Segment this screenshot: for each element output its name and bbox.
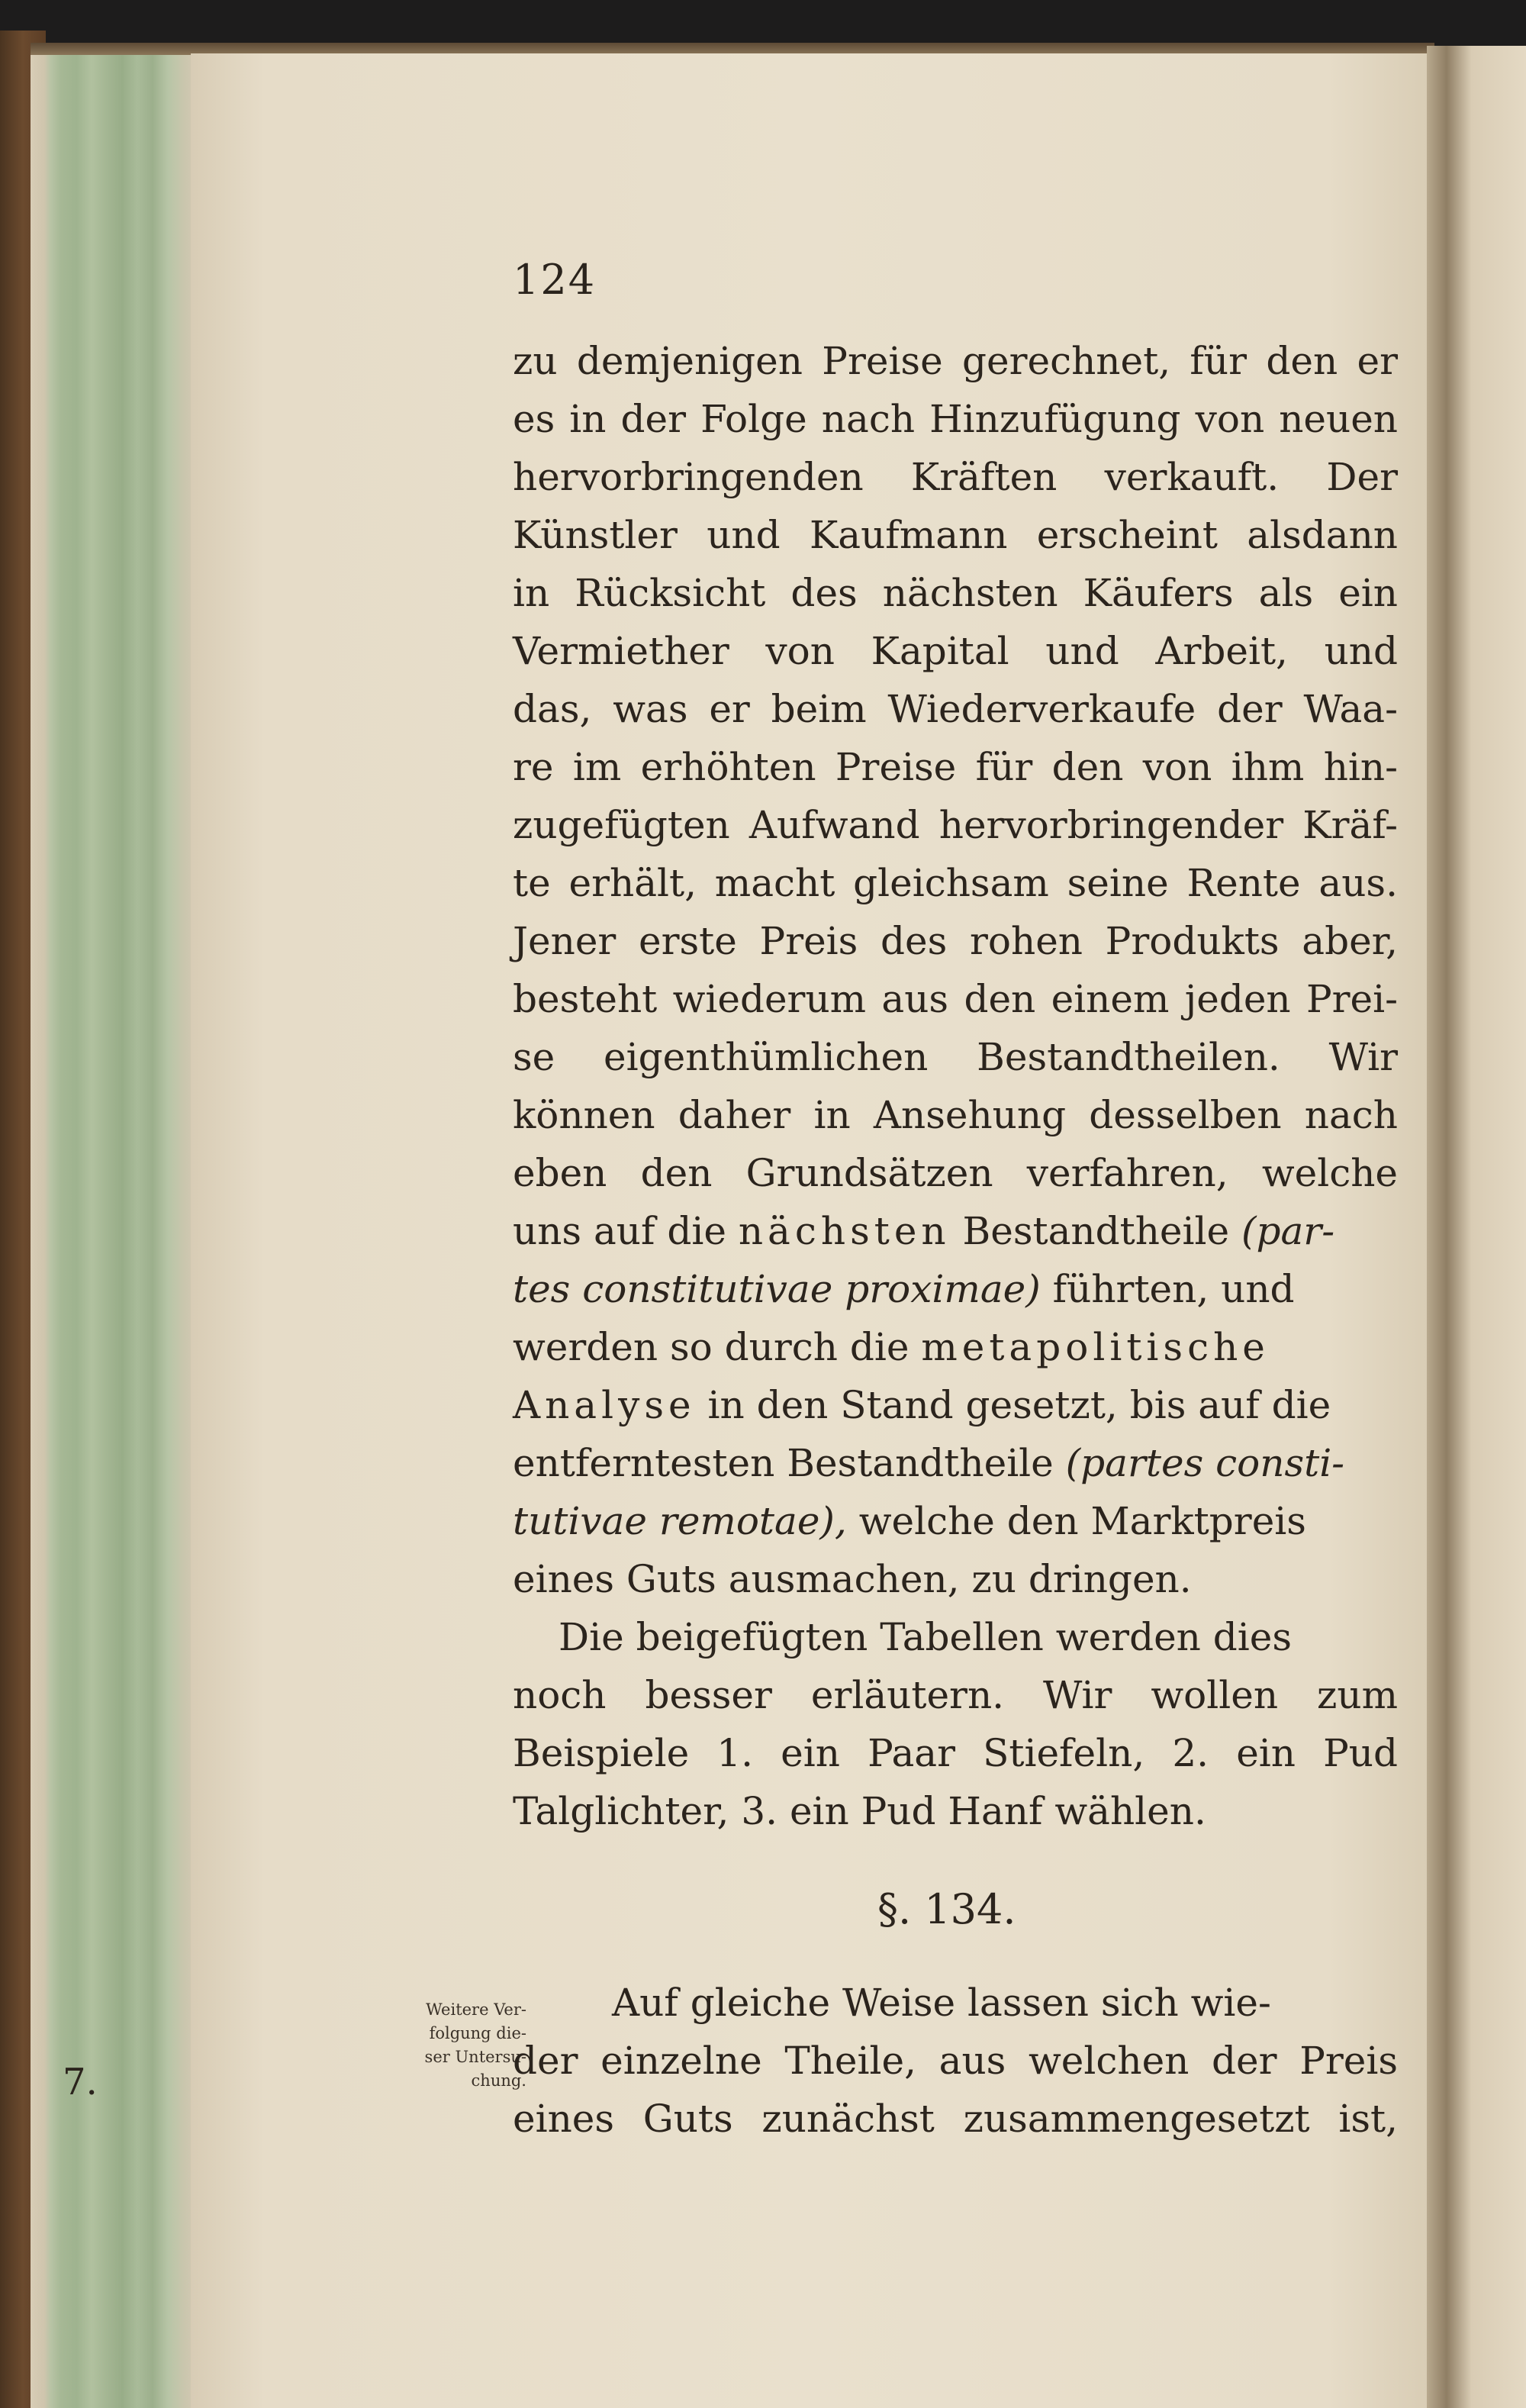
text-line: Talglichter, 3. ein Pud Hanf wählen. xyxy=(513,1789,1206,1833)
section-heading: §. 134. xyxy=(877,1885,1016,1933)
text-line: re im erhöhten Preise für den von ihm hin- xyxy=(513,745,1398,789)
text-line: der einzelne Theile, aus welchen der Preis xyxy=(513,2039,1398,2083)
text-line xyxy=(513,1202,1398,1260)
emphasis-spaced: metapolitische xyxy=(921,1325,1270,1369)
main-paragraph xyxy=(513,332,1398,1840)
text-line: eines Guts ausmachen, zu dringen. xyxy=(513,1557,1192,1601)
text-line: es in der Folge nach Hinzufügung von neuen xyxy=(513,397,1398,441)
text-segment: führten, und xyxy=(1040,1267,1295,1311)
text-line: Künstler und Kaufmann erscheint alsdann xyxy=(513,513,1398,557)
text-line: eben den Grundsätzen verfahren, welche xyxy=(513,1151,1398,1195)
text-line: se eigenthümlichen Bestandtheilen. Wir xyxy=(513,1035,1398,1079)
latin-term: (partes consti- xyxy=(1065,1441,1345,1485)
latin-term: tes constitutivae proximae) xyxy=(513,1267,1041,1311)
text-segment: entferntesten Bestandtheile xyxy=(513,1441,1066,1485)
text-segment: welche den Marktpreis xyxy=(846,1499,1306,1543)
text-segment: in den Stand gesetzt, bis auf die xyxy=(695,1383,1331,1427)
margin-note-line: chung. xyxy=(471,2071,526,2090)
text-line: können daher in Ansehung desselben nach xyxy=(513,1093,1398,1137)
text-line xyxy=(513,1492,1398,1550)
latin-term: tutivae remotae), xyxy=(513,1499,847,1543)
text-line xyxy=(513,1376,1398,1434)
page-edges xyxy=(31,46,195,2408)
text-line: Die beigefügten Tabellen werden dies xyxy=(559,1615,1293,1659)
margin-note-line: ser Untersu- xyxy=(424,2048,526,2066)
text-line: Beispiele 1. ein Paar Stiefeln, 2. ein Pud xyxy=(513,1731,1398,1775)
text-line: Vermiether von Kapital und Arbeit, und xyxy=(513,629,1398,673)
page-number: 124 xyxy=(513,256,597,304)
section-paragraph xyxy=(513,1973,1398,2147)
text-segment: uns auf die xyxy=(513,1209,739,1253)
text-line xyxy=(513,1260,1398,1318)
text-line: hervorbringenden Kräften verkauft. Der xyxy=(513,455,1398,499)
text-line xyxy=(513,1434,1398,1492)
latin-term: (par- xyxy=(1241,1209,1335,1253)
margin-note xyxy=(374,1998,526,2093)
text-line: Jener erste Preis des rohen Produkts aber, xyxy=(513,919,1398,963)
text-line: in Rücksicht des nächsten Käufers als ein xyxy=(513,571,1398,615)
scan-background xyxy=(0,0,1526,46)
margin-note-line: Weitere Ver- xyxy=(426,2000,526,2019)
text-line: zu demjenigen Preise gerechnet, für den er xyxy=(513,339,1398,383)
stray-mark: 7. xyxy=(63,2061,98,2103)
text-line: zugefügten Aufwand hervorbringender Kräf- xyxy=(513,803,1398,847)
text-line xyxy=(513,1318,1398,1376)
text-line: te erhält, macht gleichsam seine Rente aus. xyxy=(513,861,1398,905)
margin-note-line: folgung die- xyxy=(429,2024,526,2042)
emphasis-spaced: nächsten xyxy=(738,1209,951,1253)
text-line: noch besser erläutern. Wir wollen zum xyxy=(513,1673,1398,1717)
text-line: besteht wiederum aus den einem jeden Prei- xyxy=(513,977,1398,1021)
text-line: Auf gleiche Weise lassen sich wie- xyxy=(612,1981,1271,2025)
text-line: das, was er beim Wiederverkaufe der Waa- xyxy=(513,687,1398,731)
text-segment: Bestandtheile xyxy=(950,1209,1241,1253)
text-segment: werden so durch die xyxy=(513,1325,922,1369)
text-line: eines Guts zunächst zusammengesetzt ist, xyxy=(513,2097,1398,2141)
emphasis-spaced: Analyse xyxy=(513,1383,696,1427)
facing-page-gutter xyxy=(1427,46,1526,2408)
